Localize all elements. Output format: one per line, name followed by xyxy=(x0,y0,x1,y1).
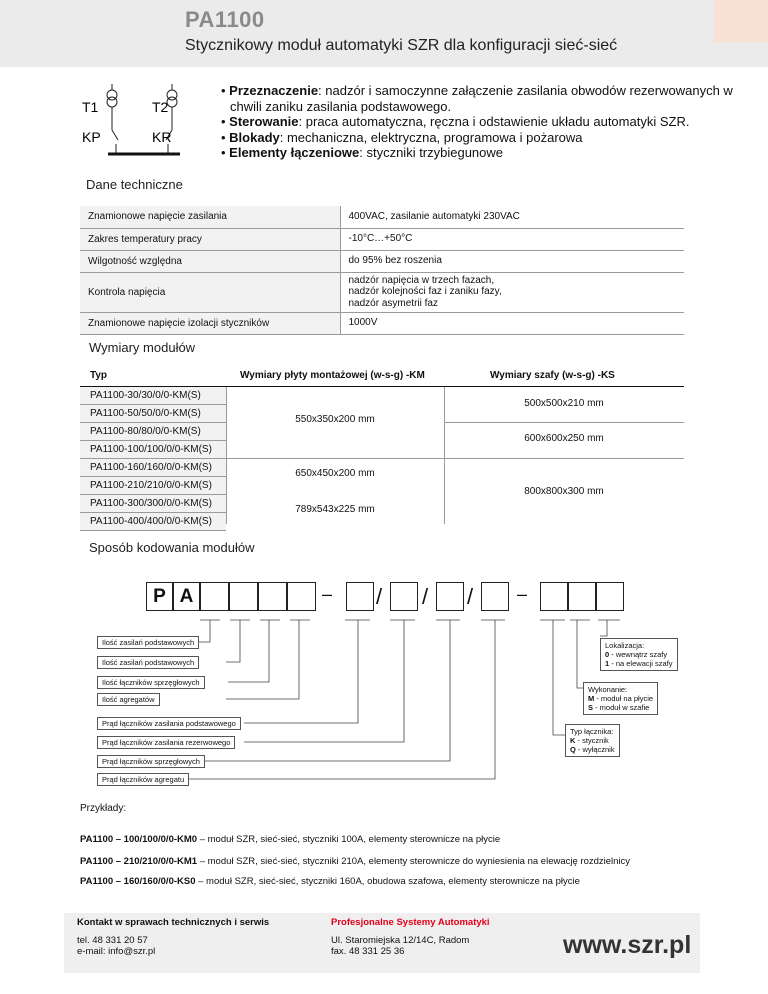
example-item: PA1100 – 100/100/0/0-KM0 – moduł SZR, sieć-sieć, styczniki 100A, elementy sterownicze na płycie xyxy=(80,834,501,845)
schematic-diagram xyxy=(80,82,190,172)
footer-company: Profesjonalne Systemy Automatyki xyxy=(331,917,490,928)
footer-fax: fax. 48 331 25 36 xyxy=(331,946,405,957)
header-km: Wymiary płyty montażowej (w-s-g) -KM xyxy=(240,370,425,381)
label-kr: KR xyxy=(152,129,172,145)
dims-section-title: Wymiary modułów xyxy=(89,340,196,355)
examples-title: Przykłady: xyxy=(80,803,127,814)
km-cell: 789x543x225 mm xyxy=(295,504,375,515)
footer-contact-title: Kontakt w sprawach technicznych i serwis xyxy=(77,917,270,928)
km-cell: 650x450x200 mm xyxy=(295,468,375,479)
page-header xyxy=(0,0,768,67)
tech-table xyxy=(80,206,684,335)
code-label: Prąd łączników zasilania podstawowego xyxy=(97,717,241,730)
code-label: Ilość zasilań podstawowych xyxy=(97,636,199,649)
code-label: Prąd łączników zasilania rezerwowego xyxy=(97,736,235,749)
type-row: PA1100-80/80/0/0-KM(S) xyxy=(80,423,226,441)
feature-item: • Sterowanie: praca automatyczna, ręczna i odstawienie układu automatyki SZR. xyxy=(221,114,690,129)
code-box-p: P xyxy=(146,582,173,611)
ks-cell: 600x600x250 mm xyxy=(524,433,604,444)
type-row: PA1100-160/160/0/0-KM(S) xyxy=(80,459,226,477)
code-slash: / xyxy=(422,584,429,609)
label-t2: T2 xyxy=(152,99,169,115)
label-t1: T1 xyxy=(82,99,99,115)
code-label: Ilość łączników sprzęgłowych xyxy=(97,676,205,689)
dims-table xyxy=(80,366,684,527)
table-row: Wilgotność względna do 95% bez roszenia xyxy=(80,250,684,272)
type-row: PA1100-210/210/0/0-KM(S) xyxy=(80,477,226,495)
code-label: Prąd łączników sprzęgłowych xyxy=(97,755,205,768)
coding-section-title: Sposób kodowania modułów xyxy=(89,540,255,555)
header-ks: Wymiary szafy (w-s-g) -KS xyxy=(490,370,615,381)
km-cell: 550x350x200 mm xyxy=(295,414,375,425)
code-box-a: A xyxy=(173,582,200,611)
code-label: Prąd łączników agregatu xyxy=(97,773,189,786)
table-row: Znamionowe napięcie zasilania 400VAC, zasilanie automatyki 230VAC xyxy=(80,206,684,228)
label-kp: KP xyxy=(82,129,101,145)
ks-cell: 800x800x300 mm xyxy=(524,486,604,497)
type-row: PA1100-100/100/0/0-KM(S) xyxy=(80,441,226,459)
legend-execution: Wykonanie: M - moduł na płycie S - moduł w szafie xyxy=(583,682,658,715)
table-row: Kontrola napięcia nadzór napięcia w trzech fazach, nadzór kolejności faz i zaniku fazy, nadzór asymetrii faz xyxy=(80,272,684,312)
corner-accent xyxy=(714,0,768,42)
code-slash: / xyxy=(467,584,474,609)
code-label: Ilość agregatów xyxy=(97,693,160,706)
feature-item: • Blokady: mechaniczna, elektryczna, programowa i pożarowa xyxy=(221,129,583,145)
example-item: PA1100 – 160/160/0/0-KS0 – moduł SZR, sieć-sieć, styczniki 160A, obudowa szafowa, elementy sterownicze na płycie xyxy=(80,876,580,887)
coding-diagram xyxy=(0,560,768,810)
table-row: Zakres temperatury pracy -10°C…+50°C xyxy=(80,228,684,250)
legend-location: Lokalizacja: 0 - wewnątrz szafy 1 - na elewacji szafy xyxy=(600,638,678,671)
header-typ: Typ xyxy=(90,370,108,381)
type-row: PA1100-50/50/0/0-KM(S) xyxy=(80,405,226,423)
code-slash: / xyxy=(376,584,383,609)
footer-tel: tel. 48 331 20 57 xyxy=(77,935,148,946)
tech-section-title: Dane techniczne xyxy=(86,177,183,192)
legend-switch-type: Typ łącznika: K - stycznik Q - wyłącznik xyxy=(565,724,620,757)
page-title: PA1100 xyxy=(185,7,265,32)
example-item: PA1100 – 210/210/0/0-KM1 – moduł SZR, sieć-sieć, styczniki 210A, elementy sterownicze do wyniesienia na elewację rozdzielnicy xyxy=(80,856,631,867)
code-label: Ilość zasilań podstawowych xyxy=(97,656,199,669)
ks-cell: 500x500x210 mm xyxy=(524,398,604,409)
table-row: Znamionowe napięcie izolacji styczników 1000V xyxy=(80,312,684,334)
type-row: PA1100-300/300/0/0-KM(S) xyxy=(80,495,226,513)
feature-item: • Elementy łączeniowe: styczniki trzybiegunowe xyxy=(221,145,504,160)
feature-item: • Przeznaczenie: nadzór i samoczynne załączenie zasilania obwodów rezerwowanych w chwili zaniku zasilania podstawowego. xyxy=(221,83,733,114)
footer-address: Ul. Staromiejska 12/14C, Radom xyxy=(331,935,470,946)
type-row: PA1100-30/30/0/0-KM(S) xyxy=(80,387,226,405)
feature-list xyxy=(219,83,739,161)
footer-website[interactable]: www.szr.pl xyxy=(563,931,692,959)
code-dash: – xyxy=(517,584,528,604)
page-subtitle: Stycznikowy moduł automatyki SZR dla konfiguracji sieć-sieć xyxy=(185,37,618,54)
type-row: PA1100-400/400/0/0-KM(S) xyxy=(80,513,226,531)
code-dash: – xyxy=(322,584,333,604)
footer-email: e-mail: info@szr.pl xyxy=(77,946,156,957)
